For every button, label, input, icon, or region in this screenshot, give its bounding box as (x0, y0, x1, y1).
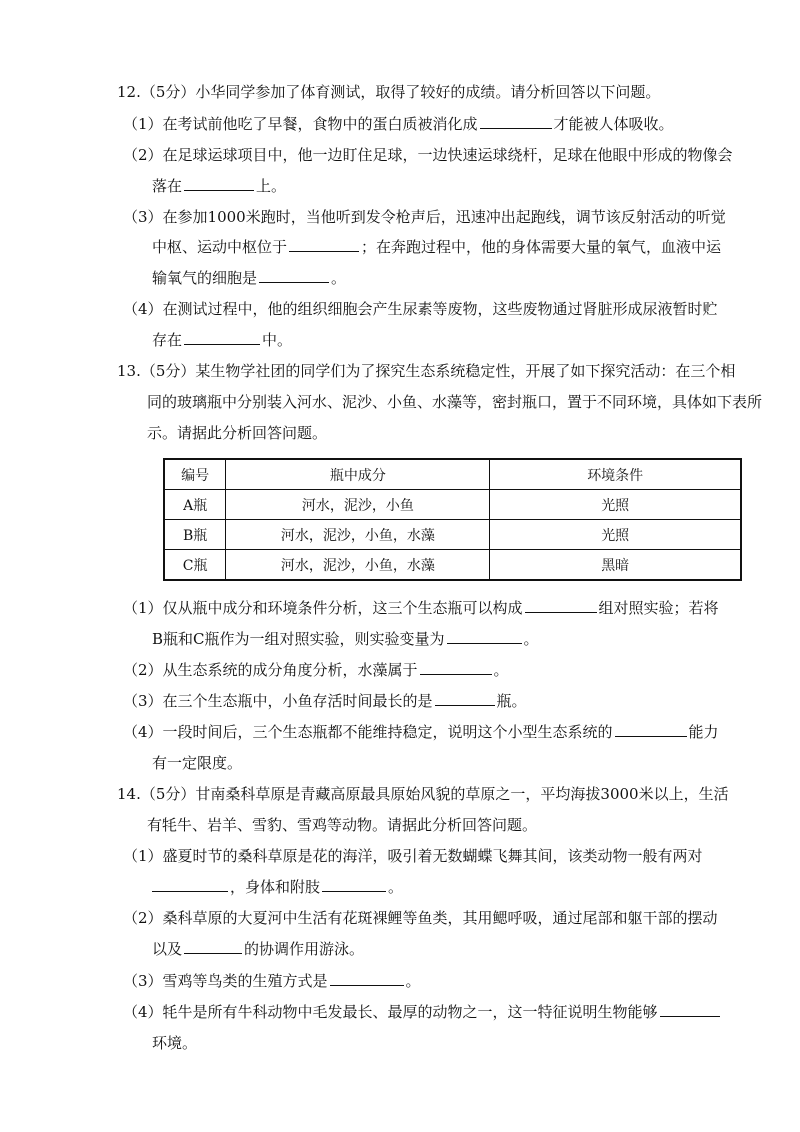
table-cell: B瓶 (164, 520, 226, 550)
table-header-row (164, 459, 741, 490)
q14-sub-2-cont: 以及 的协调作用游泳。 (152, 940, 365, 958)
answer-blank[interactable] (289, 237, 359, 252)
q13-sub-4: （4）一段时间后，三个生态瓶都不能维持稳定，说明这个小型生态系统的 能力 (123, 723, 719, 741)
q13-sub-2: （2）从生态系统的成分角度分析，水藻属于 。 (123, 661, 509, 679)
question-13-heading-line-3: 示。请据此分析回答问题。 (147, 424, 328, 442)
question-12-heading: 12.（5分）小华同学参加了体育测试，取得了较好的成绩。请分析回答以下问题。 (117, 83, 661, 101)
experiment-table (163, 458, 742, 581)
table-row (164, 490, 741, 520)
q12-sub-2-cont: 落在 上。 (152, 177, 287, 195)
question-13-heading-line-1: 13.（5分）某生物学社团的同学们为了探究生态系统稳定性，开展了如下探究活动：在三个相 (117, 362, 736, 380)
q14-sub-4-cont: 环境。 (152, 1034, 198, 1052)
q12-sub-4-cont: 存在 中。 (152, 331, 293, 349)
answer-blank[interactable] (447, 629, 522, 644)
answer-blank[interactable] (152, 877, 228, 892)
q12-sub-3: （3）在参加1000米跑时，当他听到发令枪声后，迅速冲出起跑线，调节该反射活动的听觉 (123, 208, 726, 226)
table-row (164, 550, 741, 581)
answer-blank[interactable] (615, 722, 687, 737)
answer-blank[interactable] (420, 660, 492, 675)
q13-sub-1-cont: B瓶和C瓶作为一组对照实验，则实验变量为 。 (152, 630, 539, 648)
q12-sub-2: （2）在足球运球项目中，他一边盯住足球，一边快速运球绕杆，足球在他眼中形成的物像会 (123, 146, 733, 164)
answer-blank[interactable] (330, 971, 404, 986)
answer-blank[interactable] (660, 1002, 720, 1017)
q12-sub-1: （1）在考试前他吃了早餐，食物中的蛋白质被消化成 才能被人体吸收。 (123, 115, 674, 133)
q14-sub-1-cont: ，身体和附肢 。 (152, 873, 752, 901)
table-cell: 河水，泥沙，小鱼，水藻 (226, 520, 490, 550)
table-cell: 河水，泥沙，小鱼 (226, 490, 490, 520)
question-14-heading-line-2: 有牦牛、岩羊、雪豹、雪鸡等动物。请据此分析回答问题。 (147, 816, 538, 834)
answer-blank[interactable] (184, 176, 254, 191)
table-header-cell: 编号 (164, 459, 226, 490)
table-header-cell: 环境条件 (490, 459, 741, 490)
q14-sub-1: （1）盛夏时节的桑科草原是花的海洋，吸引着无数蝴蝶飞舞其间，该类动物一般有两对 (123, 847, 703, 865)
q12-sub-3-cont: 中枢、运动中枢位于 ；在奔跑过程中，他的身体需要大量的氧气，血液中运 (152, 238, 722, 256)
table-cell: 河水，泥沙，小鱼，水藻 (226, 550, 490, 581)
q14-sub-4: （4）牦牛是所有牛科动物中毛发最长、最厚的动物之一，这一特征说明生物能够 (123, 998, 753, 1026)
answer-blank[interactable] (322, 877, 386, 892)
answer-blank[interactable] (435, 691, 495, 706)
table-cell: 光照 (490, 520, 741, 550)
table-cell: A瓶 (164, 490, 226, 520)
table-cell: 光照 (490, 490, 741, 520)
answer-blank[interactable] (184, 330, 260, 345)
answer-blank[interactable] (259, 268, 329, 283)
q12-sub-4: （4）在测试过程中，他的组织细胞会产生尿素等废物，这些废物通过肾脏形成尿液暂时贮 (123, 300, 718, 318)
table-row (164, 520, 741, 550)
q13-sub-3: （3）在三个生态瓶中，小鱼存活时间最长的是 瓶。 (123, 692, 527, 710)
q14-sub-2: （2）桑科草原的大夏河中生活有花斑裸鲤等鱼类，其用鳃呼吸，通过尾部和躯干部的摆动 (123, 909, 718, 927)
answer-blank[interactable] (480, 114, 552, 129)
answer-blank[interactable] (184, 939, 242, 954)
q14-sub-3: （3）雪鸡等鸟类的生殖方式是 。 (123, 972, 421, 990)
table-cell: C瓶 (164, 550, 226, 581)
q13-sub-1: （1）仅从瓶中成分和环境条件分析，这三个生态瓶可以构成 组对照实验；若将 (123, 599, 719, 617)
answer-blank[interactable] (525, 598, 597, 613)
q12-sub-3-cont2: 输氧气的细胞是 。 (152, 269, 347, 287)
table-cell: 黑暗 (490, 550, 741, 581)
question-14-heading-line-1: 14.（5分）甘南桑科草原是青藏高原最具原始风貌的草原之一，平均海拔3000米以上，生活 (117, 785, 729, 803)
q13-sub-4-cont: 有一定限度。 (152, 754, 243, 772)
table-header-cell: 瓶中成分 (226, 459, 490, 490)
question-13-heading-line-2: 同的玻璃瓶中分别装入河水、泥沙、小鱼、水藻等，密封瓶口，置于不同环境，具体如下表所 (147, 393, 763, 411)
